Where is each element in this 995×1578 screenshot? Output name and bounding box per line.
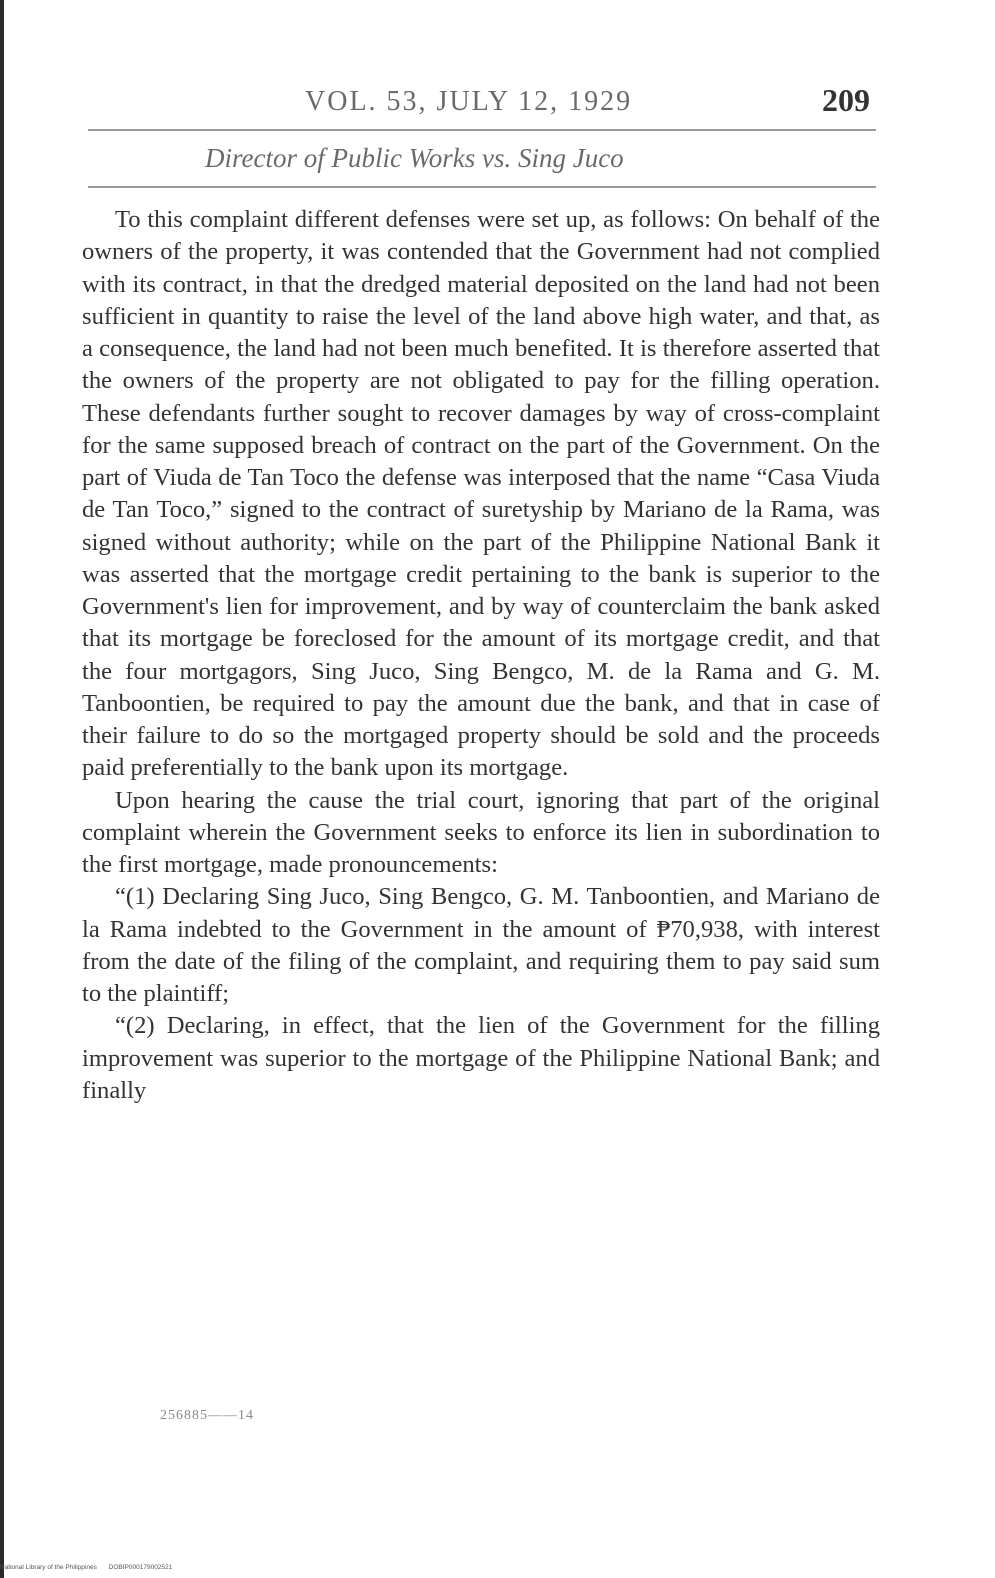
scan-edge (0, 0, 4, 1578)
paragraph: “(2) Declaring, in effect, that the lien of the Government for the filling improvement was superior to the mortgage of the Philippine National Bank; and finally (82, 1012, 880, 1104)
volume-date-header: VOL. 53, JULY 12, 1929 (305, 86, 633, 117)
print-code: 256885——14 (160, 1408, 254, 1423)
scan-identifier: DOBIP000179002521 (108, 1564, 173, 1571)
body-text (82, 204, 880, 1107)
header-rule-top (88, 129, 876, 131)
running-title: Director of Public Works vs. Sing Juco (205, 143, 624, 173)
paragraph: “(1) Declaring Sing Juco, Sing Bengco, G. M. Tanboontien, and Mariano de la Rama indebted to the Government in the amount of ₱70,938, with interest from the date of the filing of the complaint, and requiring them to pay said sum to the plaintiff; (82, 883, 880, 1007)
paragraph: To this complaint different defenses were set up, as follows: On behalf of the owners of the property, it was contended that the Government had not complied with its contract, in that the dredged material deposited on the land had not been sufficient in quantity to raise the level of the land above high water, and that, as a consequence, the land had not been much benefited. It is therefore asserted that the owners of the property are not obligated to pay for the filling operation. These defendants further sought to recover damages by way of cross-complaint for the same supposed breach of contract on the part of the Government. On the part of Viuda de Tan Toco the defense was interposed that the name “Casa Viuda de Tan Toco,” signed to the contract of suretyship by Mariano de la Rama, was signed without authority; while on the part of the Philippine National Bank it was asserted that the mortgage credit pertaining to the bank is superior to the Government's lien for improvement, and by way of counterclaim the bank asked that its mortgage be foreclosed for the amount of its mortgage credit, and that the four mortgagors, Sing Juco, Sing Bengco, M. de la Rama and G. M. Tanboontien, be required to pay the amount due the bank, and that in case of their failure to do so the mortgaged property should be sold and the proceeds paid preferentially to the bank upon its mortgage. (82, 206, 880, 782)
library-name: National Library of the Philippines (0, 1564, 97, 1571)
scan-info-strip (0, 1564, 995, 1578)
paragraph: Upon hearing the cause the trial court, ignoring that part of the original complaint wherein the Government seeks to enforce its lien in subordination to the first mortgage, made pronouncements: (82, 786, 880, 878)
header-rule-bottom (88, 186, 876, 188)
page-number: 209 (822, 82, 870, 118)
